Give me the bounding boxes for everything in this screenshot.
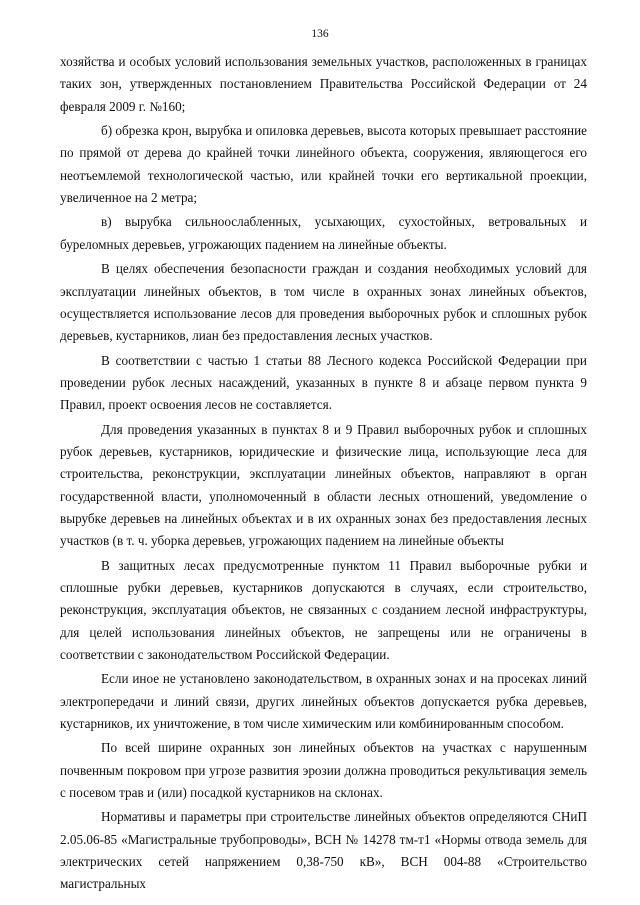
document-body — [60, 51, 587, 898]
paragraph-norms-parameters: Нормативы и параметры при строительстве линейных объектов определяются СНиП 2.05.06-85 «Магистральные трубопроводы», ВСН № 14278 тм-т1 «Нормы отвода земель для электрических сетей напряжением 0,38-750 кВ», ВСН 004-88 «Строительство магистральных — [60, 809, 587, 892]
paragraph-item-v-weak-trees: в) вырубка сильноослабленных, усыхающих, сухостойных, ветровальных и буреломных деревьев, угрожающих падением на линейные объекты. — [60, 214, 587, 252]
paragraph-notification: Для проведения указанных в пунктах 8 и 9 Правил выборочных рубок и сплошных рубок деревьев, кустарников, юридические и физические лица, использующие леса для строительства, реконструкции, эксплуатации линейных объектов, направляют в орган государственной власти, уполномоченный в области лесных отношений, уведомление о вырубке деревьев на линейных объектах и в их охранных зонах без предоставления лесных участков (в т. ч. уборка деревьев, угрожающих падением на линейные объекты — [60, 421, 587, 549]
paragraph-protection-zones: Если иное не установлено законодательством, в охранных зонах и на просеках линий электропередачи и линий связи, других линейных объектов допускается рубка деревьев, кустарников, их уничтожение, в том числе химическим или комбинированным способом. — [60, 671, 587, 731]
paragraph-item-b-crown-pruning: б) обрезка крон, вырубка и опиловка деревьев, высота которых превышает расстояние по прямой от дерева до крайней точки линейного объекта, сооружения, являющегося его неотъемлемой технологической частью, или крайней точки его вертикальной проекции, увеличенное на 2 метра; — [60, 123, 587, 205]
paragraph-protective-forests: В защитных лесах предусмотренные пунктом 11 Правил выборочные рубки и сплошные рубки деревьев, кустарников допускаются в случаях, если строительство, реконструкция, эксплуатация объектов, не связанных с созданием лесной инфраструктуры, для целей использования линейных объектов, не запрещены или не ограничены в соответствии с законодательством Российской Федерации. — [60, 557, 587, 662]
page-number: 136 — [311, 28, 329, 40]
paragraph-safety-purposes: В целях обеспечения безопасности граждан и создания необходимых условий для эксплуатации линейных объектов, в том числе в охранных зонах линейных объектов, осуществляется использование лесов для проведения выборочных рубок и сплошных рубок деревьев, кустарников, лиан без предоставления лесных участков. — [60, 261, 587, 344]
paragraph-article-88: В соответствии с частью 1 статьи 88 Лесного кодекса Российской Федерации при проведении рубок лесных насаждений, указанных в пункте 8 и абзаце первом пункта 9 Правил, проект освоения лесов не составляется. — [60, 352, 587, 413]
paragraph-recultivation: По всей ширине охранных зон линейных объектов на участках с нарушенным почвенным покровом при угрозе развития эрозии должна проводиться рекультивация земель с посевом трав и (или) посадкой кустарников на склонах. — [60, 740, 587, 800]
paragraph-continuation: хозяйства и особых условий использования земельных участков, расположенных в границах таких зон, утвержденных постановлением Правительства Российской Федерации от 24 февраля 2009 г. №160; — [60, 54, 587, 114]
